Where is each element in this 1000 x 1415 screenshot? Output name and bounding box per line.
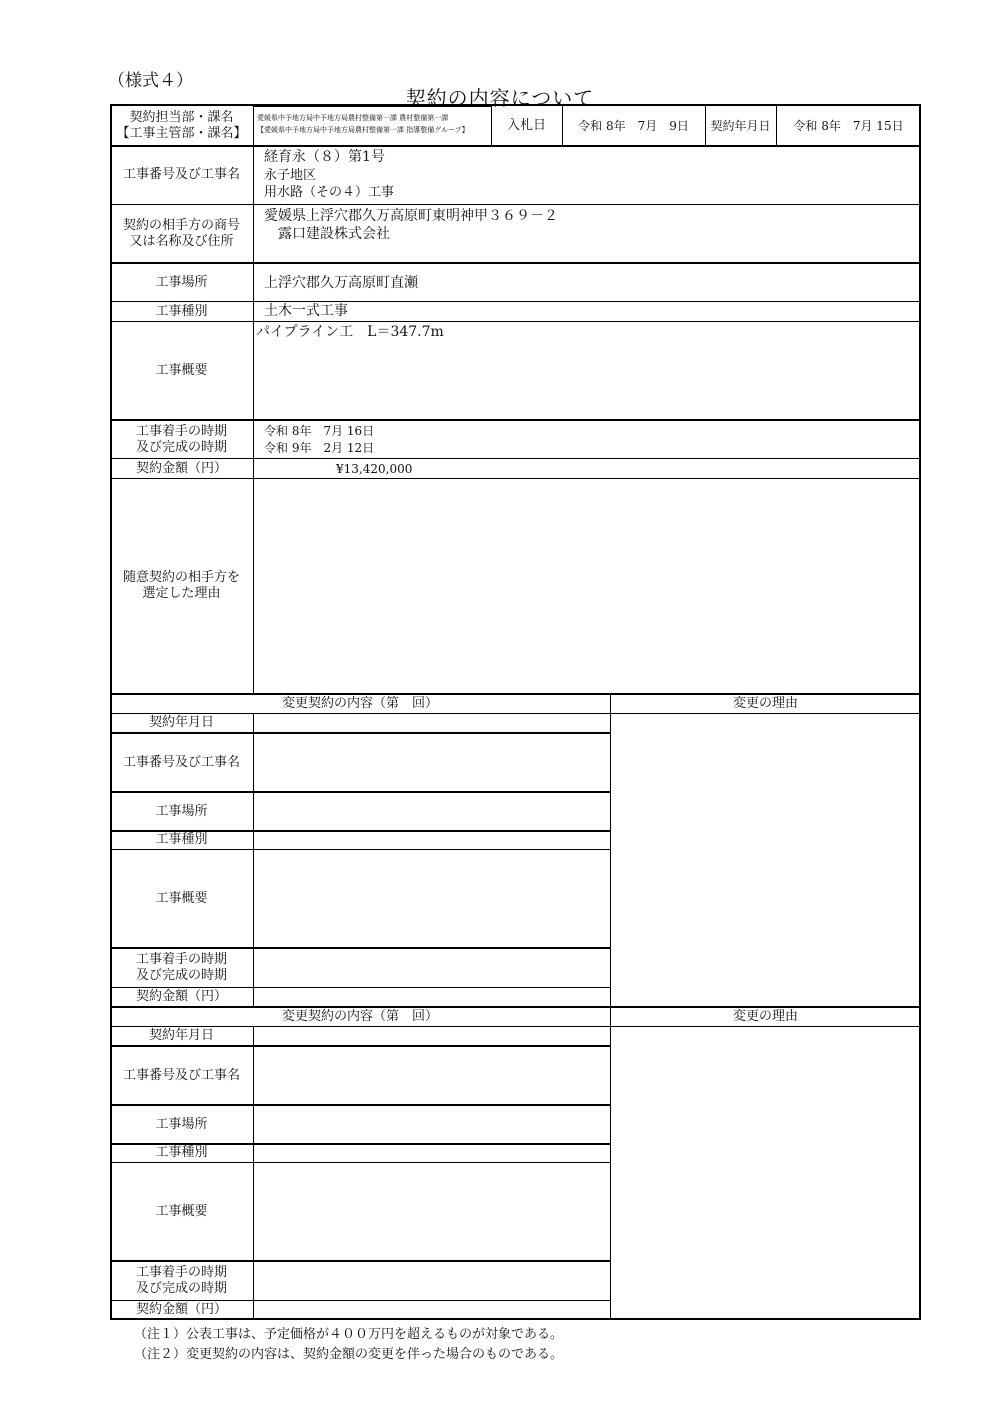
contract-date-label: 契約年月日 [710, 119, 771, 133]
summary-label: 工事概要 [155, 362, 208, 378]
change1-number-label: 工事番号及び工事名 [122, 754, 240, 770]
change2-summary-label: 工事概要 [155, 1203, 208, 1219]
change2-period-label: 工事着手の時期 及び完成の時期 [135, 1265, 227, 1296]
dept-label: 契約担当部・課名 【工事主管部・課名】 [116, 110, 247, 141]
change2-reason-header: 変更の理由 [732, 1009, 798, 1024]
construction-number-line1: 経育永（８）第1号 [264, 149, 385, 165]
type-label: 工事種別 [155, 303, 208, 319]
site-value: 上浮穴郡久万高原町直瀬 [264, 275, 418, 291]
dept-value-2: 【愛媛県中予地方局中予地方局農村整備第一課 指導整備グループ】 [257, 126, 469, 134]
form-number: （様式４） [108, 71, 193, 91]
summary-value: パイプライン工 L＝347.7m [256, 324, 444, 340]
site-label: 工事場所 [155, 274, 208, 290]
period-label: 工事着手の時期 及び完成の時期 [135, 423, 227, 455]
change2-type-label: 工事種別 [155, 1145, 208, 1160]
amount-label: 契約金額（円） [135, 460, 227, 476]
note-1: （注１）公表工事は、予定価格が４００万円を超えるものが対象である。 [134, 1327, 564, 1342]
period-start: 令和 8年 7月 16日 [264, 424, 375, 438]
type-value: 土木一式工事 [264, 303, 348, 319]
dept-value-1: 愛媛県中予地方局中予地方局農村整備第一課 農村整備第一課 [257, 114, 449, 122]
construction-number-label: 工事番号及び工事名 [122, 167, 240, 182]
change2-date-label: 契約年月日 [148, 1028, 214, 1043]
change1-summary-label: 工事概要 [155, 890, 208, 906]
change2-number-label: 工事番号及び工事名 [122, 1067, 240, 1083]
note-2: （注２）変更契約の内容は、契約金額の変更を伴った場合のものである。 [134, 1347, 564, 1362]
partner-name: 露口建設株式会社 [264, 226, 390, 242]
change1-reason-header: 変更の理由 [732, 696, 798, 711]
change1-header: 変更契約の内容（第 回） [281, 696, 438, 711]
change1-period-label: 工事着手の時期 及び完成の時期 [135, 952, 227, 983]
construction-number-line3: 用水路（その４）工事 [264, 185, 395, 200]
construction-number-line2: 永子地区 [264, 168, 317, 183]
bid-date-label: 入札日 [506, 118, 546, 133]
contract-date-value: 令和 8年 7月 15日 [793, 119, 904, 133]
change1-site-label: 工事場所 [155, 803, 208, 819]
period-end: 令和 9年 2月 12日 [264, 441, 375, 455]
partner-label: 契約の相手方の商号 又は名称及び住所 [122, 217, 240, 249]
change2-site-label: 工事場所 [155, 1116, 208, 1132]
reason-label: 随意契約の相手方を 選定した理由 [122, 570, 240, 601]
document-title: 契約の内容について [405, 86, 595, 110]
change1-date-label: 契約年月日 [148, 715, 214, 730]
bid-date-value: 令和 8年 7月 9日 [578, 119, 689, 133]
change2-amount-label: 契約金額（円） [135, 1302, 227, 1317]
change1-type-label: 工事種別 [155, 832, 208, 847]
change1-amount-label: 契約金額（円） [135, 989, 227, 1004]
amount-value: ¥13,420,000 [336, 462, 413, 476]
change2-header: 変更契約の内容（第 回） [281, 1009, 438, 1024]
partner-address: 愛媛県上浮穴郡久万高原町東明神甲３６９－２ [264, 208, 558, 224]
